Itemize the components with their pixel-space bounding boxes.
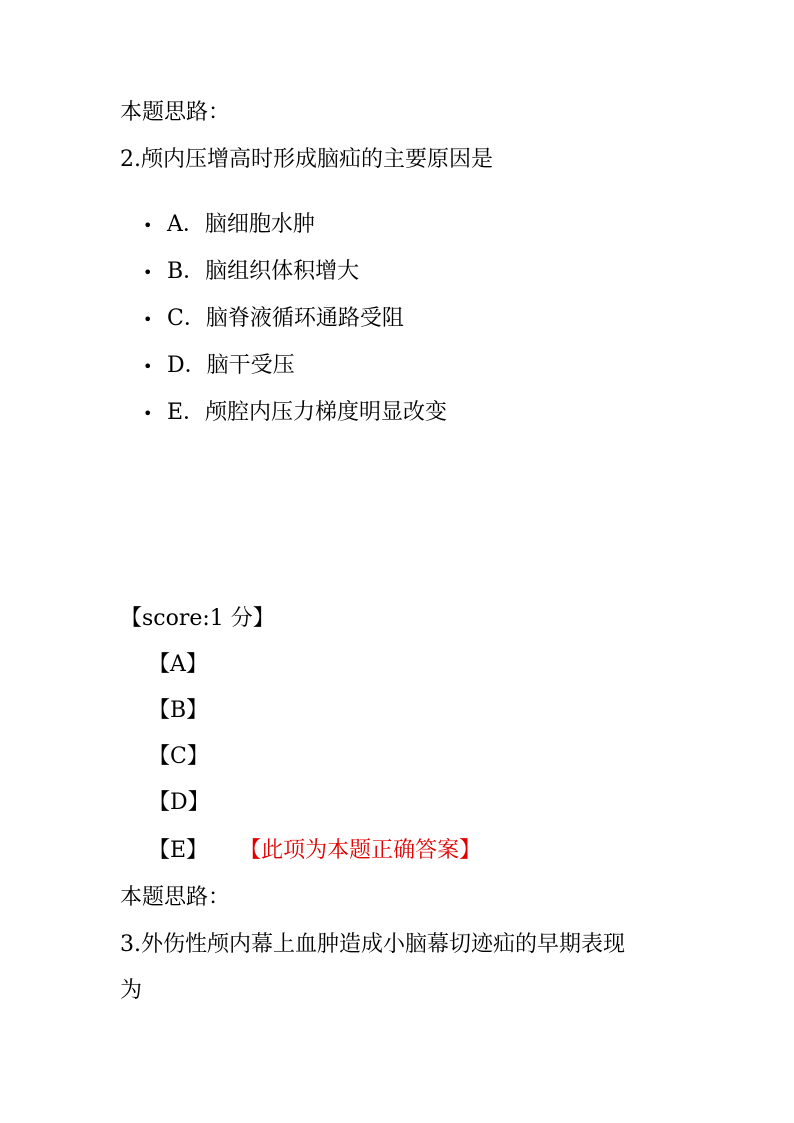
option-a [143,210,315,241]
bullet: • [143,216,153,235]
option-a-label: A．脑细胞水肿 [167,212,315,237]
answer-e: 【E】 [148,838,209,863]
option-e-label: E．颅腔内压力梯度明显改变 [167,400,448,425]
thinking-label-q2: 本题思路： [120,885,231,910]
option-c [143,304,404,335]
bullet: • [143,404,153,423]
score-label: 【score:1 分】 [120,606,275,631]
option-c-label: C．脑脊液循环通路受阻 [167,306,404,331]
thinking-label-q1: 本题思路： [120,100,231,125]
answer-e-row [148,836,481,866]
option-b-label: B．脑组织体积增大 [167,259,360,284]
option-d [143,351,295,382]
bullet: • [143,263,153,282]
question-3-text-line2: 为 [120,978,143,1003]
option-b [143,257,359,288]
answer-d: 【D】 [148,790,210,815]
correct-answer-note: 【此项为本题正确答案】 [250,838,482,863]
question-2-text: 2.颅内压增高时形成脑疝的主要原因是 [120,147,493,172]
bullet: • [143,310,153,329]
answer-c: 【C】 [148,744,209,769]
option-d-label: D．脑干受压 [167,353,295,378]
answer-a: 【A】 [148,652,208,677]
question-3-text-line1: 3.外伤性颅内幕上血肿造成小脑幕切迹疝的早期表现 [120,932,625,957]
answer-b: 【B】 [148,698,209,723]
bullet: • [143,357,153,376]
option-e [143,398,447,429]
